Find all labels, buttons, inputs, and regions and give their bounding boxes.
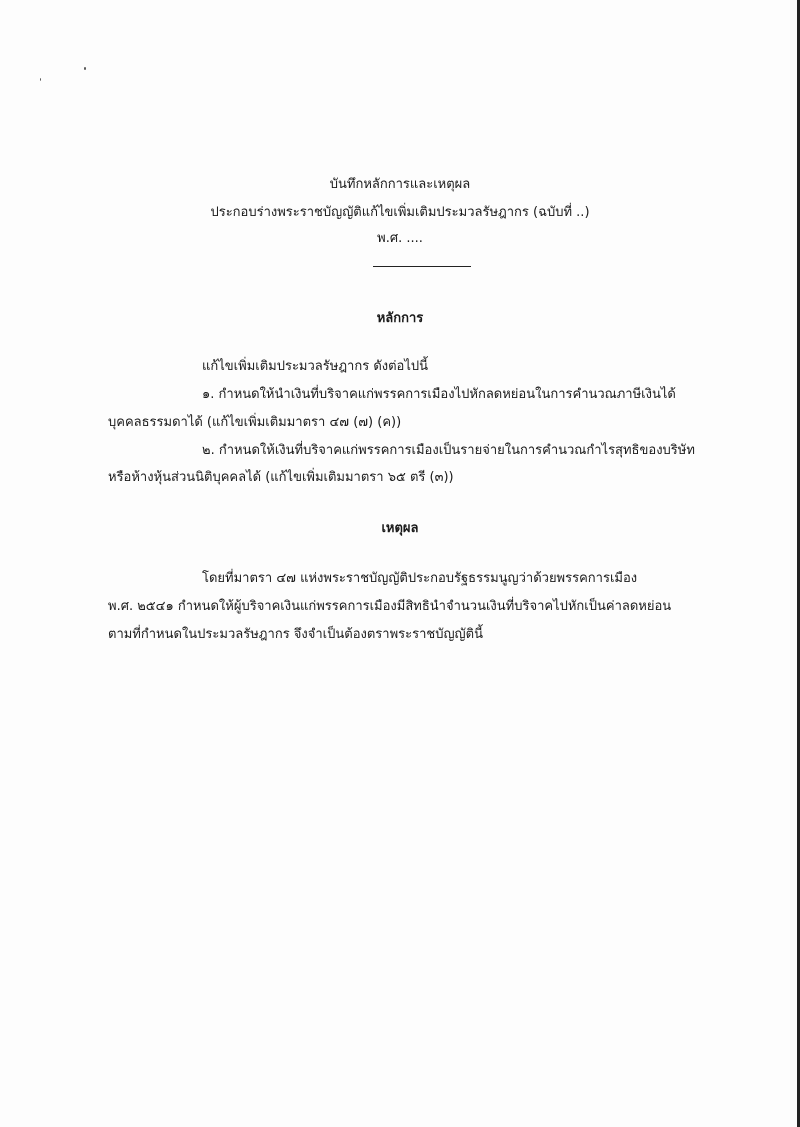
reasons-line-3: ตามที่กำหนดในประมวลรัษฎากร จึงจำเป็นต้องตราพระราชบัญญัตินี้ — [108, 627, 483, 642]
principles-heading: หลักการ — [376, 311, 424, 326]
principle-item-2-line-1: ๒. กำหนดให้เงินที่บริจาคแก่พรรคการเมืองเป็นรายจ่ายในการคำนวณกำไรสุทธิของบริษัท — [202, 443, 695, 458]
reasons-line-1: โดยที่มาตรา ๔๗ แห่งพระราชบัญญัติประกอบรัฐธรรมนูญว่าด้วยพรรคการเมือง — [202, 571, 638, 586]
principle-item-1-line-1: ๑. กำหนดให้นำเงินที่บริจาคแก่พรรคการเมืองไปหักลดหย่อนในการคำนวณภาษีเงินได้ — [202, 387, 676, 402]
header-divider — [373, 266, 471, 267]
principles-intro: แก้ไขเพิ่มเติมประมวลรัษฎากร ดังต่อไปนี้ — [202, 359, 429, 374]
document-year: พ.ศ. .... — [377, 231, 423, 246]
scan-speck — [40, 78, 41, 81]
document-subtitle: ประกอบร่างพระราชบัญญัติแก้ไขเพิ่มเติมประมวลรัษฎากร (ฉบับที่ ..) — [210, 205, 590, 220]
principle-item-1-line-2: บุคคลธรรมดาได้ (แก้ไขเพิ่มเติมมาตรา ๔๗ (๗) (ค)) — [108, 415, 402, 430]
document-title: บันทึกหลักการและเหตุผล — [329, 177, 471, 192]
principle-item-2-line-2: หรือห้างหุ้นส่วนนิติบุคคลได้ (แก้ไขเพิ่มเติมมาตรา ๖๕ ตรี (๓)) — [108, 470, 454, 485]
scan-speck — [84, 67, 86, 70]
reasons-line-2: พ.ศ. ๒๕๔๑ กำหนดให้ผู้บริจาคเงินแก่พรรคการเมืองมีสิทธินำจำนวนเงินที่บริจาคไปหักเป็นค่าลดหย่อน — [108, 599, 672, 614]
reasons-heading: เหตุผล — [381, 521, 419, 536]
